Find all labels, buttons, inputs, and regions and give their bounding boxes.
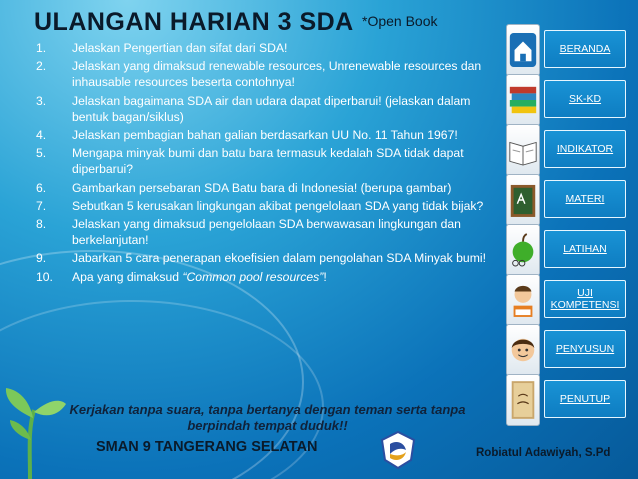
question-item	[36, 269, 492, 285]
question-text: Jelaskan yang dimaksud pengelolaan SDA berwawasan lingkungan dan berkelanjutan!	[72, 217, 461, 248]
question-item	[36, 145, 492, 177]
nav-label: MATERI	[565, 193, 605, 205]
nav-label: LATIHAN	[563, 243, 607, 255]
question-text: Jabarkan 5 cara penerapan ekoefisien dalam pengolahan SDA Minyak bumi!	[72, 251, 486, 266]
face-icon	[506, 324, 540, 376]
question-number: 9.	[36, 251, 47, 266]
beranda-button[interactable]	[544, 30, 626, 68]
nav-label: KOMPETENSI	[550, 299, 620, 311]
nav-item-uji-kompetensi[interactable]	[506, 274, 630, 326]
question-number: 2.	[36, 59, 47, 74]
question-list	[36, 40, 492, 287]
nav-item-skkd[interactable]	[506, 74, 630, 126]
question-text: Jelaskan bagaimana SDA air dan udara dapat diperbarui! (jelaskan dalam bentuk bagan/siklus)	[72, 93, 471, 124]
instruction-line: Kerjakan tanpa suara, tanpa bertanya dengan teman serta tanpa	[69, 402, 466, 417]
open-book-icon	[506, 124, 540, 176]
school-name: SMAN 9 TANGERANG SELATAN	[96, 439, 318, 455]
question-number: 6.	[36, 180, 47, 195]
question-number: 8.	[36, 217, 47, 232]
instruction-text	[40, 402, 495, 434]
question-item	[36, 58, 492, 90]
latihan-button[interactable]	[544, 230, 626, 268]
penyusun-button[interactable]	[544, 330, 626, 368]
apple-icon	[506, 224, 540, 276]
penutup-button[interactable]	[544, 380, 626, 418]
question-text	[72, 269, 492, 285]
nav-sidebar	[506, 24, 630, 428]
nav-item-penyusun[interactable]	[506, 324, 630, 376]
nav-label: SK-KD	[568, 93, 602, 105]
student-icon	[506, 274, 540, 326]
question-number: 4.	[36, 128, 47, 143]
question-text: Jelaskan yang dimaksud renewable resources, Unrenewable resources dan inhausable resources beserta contohnya!	[72, 59, 482, 90]
question-text: Gambarkan persebaran SDA Batu bara di Indonesia! (berupa gambar)	[72, 180, 452, 195]
question-item	[36, 216, 492, 248]
question-number: 5.	[36, 146, 47, 161]
question-number: 7.	[36, 198, 47, 213]
question-item	[36, 198, 492, 214]
question-item	[36, 40, 492, 56]
indikator-button[interactable]	[544, 130, 626, 168]
uji-kompetensi-button[interactable]	[544, 280, 626, 318]
question-number: 1.	[36, 41, 47, 55]
question-number: 10.	[36, 269, 53, 284]
question-text: Sebutkan 5 kerusakan lingkungan akibat pengelolaan SDA yang tidak bijak?	[72, 198, 484, 213]
question-item	[36, 93, 492, 125]
nav-label: PENYUSUN	[555, 343, 615, 355]
nav-item-beranda[interactable]	[506, 24, 630, 76]
books-icon	[506, 74, 540, 126]
nav-item-indikator[interactable]	[506, 124, 630, 176]
the-end-icon	[506, 374, 540, 426]
question-item	[36, 250, 492, 266]
nav-label: BERANDA	[559, 43, 611, 55]
author-name: Robiatul Adawiyah, S.Pd	[476, 447, 611, 459]
question-text: Jelaskan pembagian bahan galian berdasarkan UU No. 11 Tahun 1967!	[72, 128, 458, 143]
page-title: ULANGAN HARIAN 3 SDA	[34, 8, 354, 36]
materi-button[interactable]	[544, 180, 626, 218]
nav-label: INDIKATOR	[556, 143, 614, 155]
question-text-suffix: !	[323, 269, 327, 284]
nav-label: UJI	[577, 287, 593, 299]
school-logo-icon	[378, 430, 418, 470]
instruction-line: berpindah tempat duduk!!	[187, 418, 348, 433]
question-text-italic: “Common pool resources”	[182, 269, 324, 284]
question-text-prefix: Apa yang dimaksud	[72, 269, 183, 284]
question-text: Jelaskan Pengertian dan sifat dari SDA!	[72, 41, 288, 55]
nav-item-latihan[interactable]	[506, 224, 630, 276]
question-item	[36, 127, 492, 143]
nav-label: PENUTUP	[559, 393, 611, 405]
question-item	[36, 180, 492, 196]
chalkboard-icon	[506, 174, 540, 226]
question-text: Mengapa minyak bumi dan batu bara termasuk kedalah SDA tidak dapat diperbarui?	[72, 146, 464, 177]
open-book-note: *Open Book	[362, 13, 438, 29]
question-number: 3.	[36, 93, 47, 108]
sk-kd-button[interactable]	[544, 80, 626, 118]
nav-item-penutup[interactable]	[506, 374, 630, 426]
house-icon	[506, 24, 540, 76]
nav-item-materi[interactable]	[506, 174, 630, 226]
